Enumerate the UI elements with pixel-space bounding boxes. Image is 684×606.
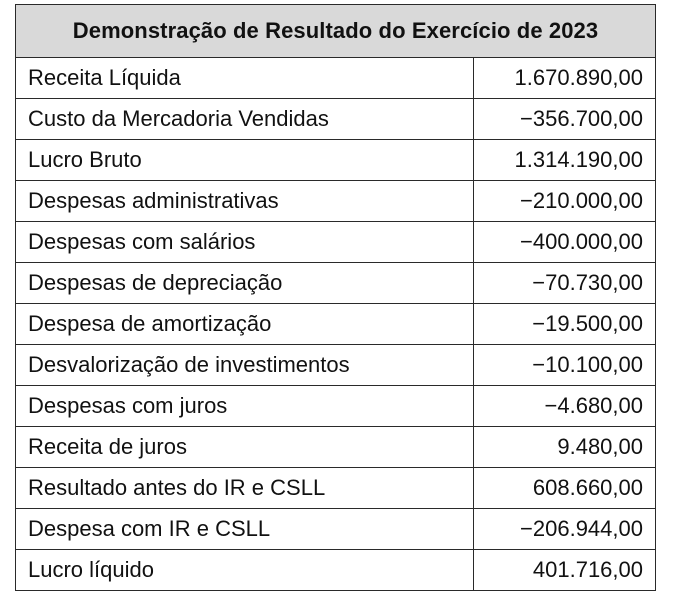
row-value: 1.314.190,00 [474, 140, 656, 181]
row-value: 608.660,00 [474, 468, 656, 509]
row-label: Custo da Mercadoria Vendidas [16, 99, 474, 140]
row-value: −206.944,00 [474, 509, 656, 550]
row-label: Despesa com IR e CSLL [16, 509, 474, 550]
row-label: Despesas de depreciação [16, 263, 474, 304]
table-row-despesas-depreciacao [16, 263, 656, 304]
row-label: Lucro Bruto [16, 140, 474, 181]
table-row-receita-juros [16, 427, 656, 468]
row-label: Despesas administrativas [16, 181, 474, 222]
table-row-despesas-juros [16, 386, 656, 427]
row-value: −4.680,00 [474, 386, 656, 427]
row-label: Despesa de amortização [16, 304, 474, 345]
row-value: −70.730,00 [474, 263, 656, 304]
table-row-despesas-salarios [16, 222, 656, 263]
table-row-custo-mercadoria [16, 99, 656, 140]
row-value: 9.480,00 [474, 427, 656, 468]
row-label: Desvalorização de investimentos [16, 345, 474, 386]
income-statement-table [15, 4, 656, 591]
table-row-despesas-administrativas [16, 181, 656, 222]
row-label: Receita de juros [16, 427, 474, 468]
table-title-row [16, 5, 656, 58]
table-row-despesa-amortizacao [16, 304, 656, 345]
row-value: −356.700,00 [474, 99, 656, 140]
row-value: 401.716,00 [474, 550, 656, 591]
table-row-desvalorizacao-investimentos [16, 345, 656, 386]
table-row-lucro-bruto [16, 140, 656, 181]
row-value: −19.500,00 [474, 304, 656, 345]
row-label: Despesas com juros [16, 386, 474, 427]
row-value: 1.670.890,00 [474, 58, 656, 99]
row-label: Lucro líquido [16, 550, 474, 591]
table-row-lucro-liquido [16, 550, 656, 591]
row-value: −400.000,00 [474, 222, 656, 263]
row-value: −10.100,00 [474, 345, 656, 386]
table-row-receita-liquida [16, 58, 656, 99]
table-row-despesa-ir-csll [16, 509, 656, 550]
row-label: Resultado antes do IR e CSLL [16, 468, 474, 509]
table-title: Demonstração de Resultado do Exercício de 2023 [16, 5, 656, 58]
row-label: Receita Líquida [16, 58, 474, 99]
row-label: Despesas com salários [16, 222, 474, 263]
table-row-resultado-antes-ir [16, 468, 656, 509]
row-value: −210.000,00 [474, 181, 656, 222]
